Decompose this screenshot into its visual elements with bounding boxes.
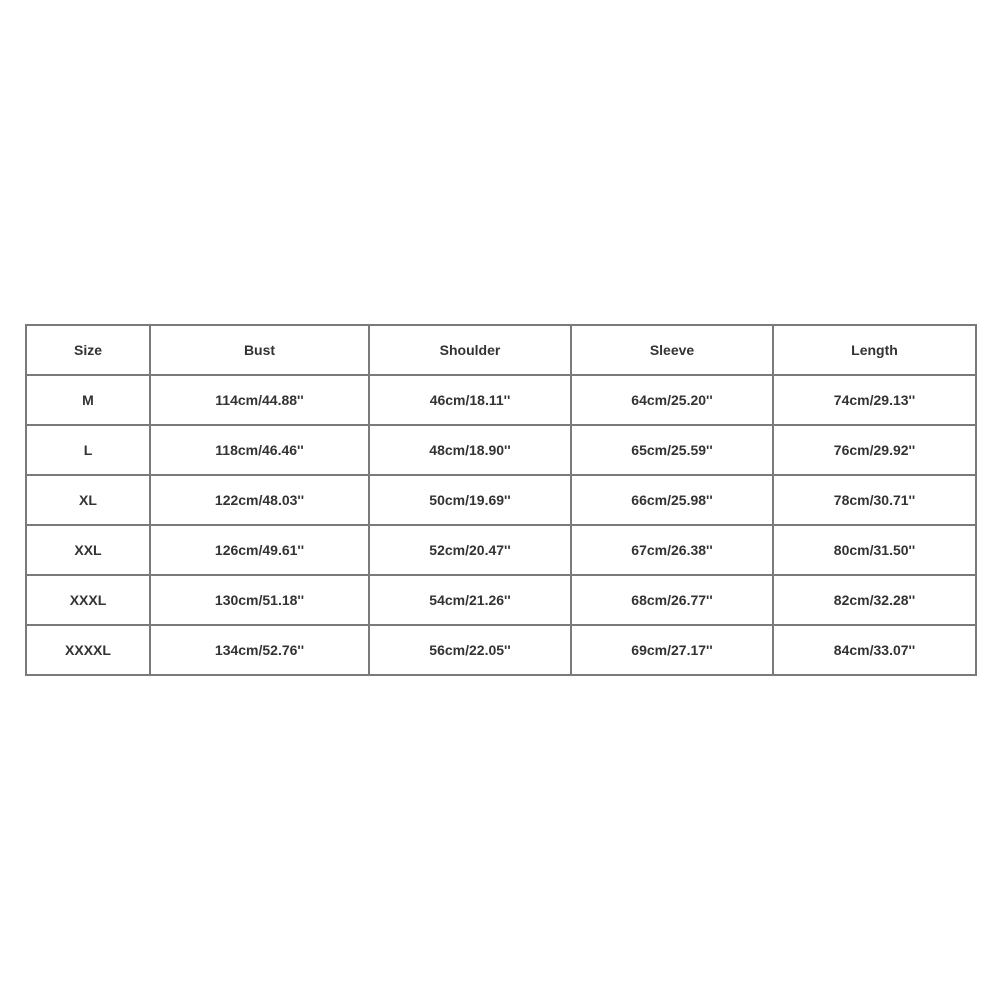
cell-bust: 118cm/46.46'': [150, 425, 369, 475]
cell-size: XXXL: [26, 575, 150, 625]
cell-shoulder: 46cm/18.11'': [369, 375, 571, 425]
table-row: [26, 625, 976, 675]
cell-bust: 130cm/51.18'': [150, 575, 369, 625]
cell-sleeve: 66cm/25.98'': [571, 475, 773, 525]
cell-sleeve: 67cm/26.38'': [571, 525, 773, 575]
cell-length: 80cm/31.50'': [773, 525, 976, 575]
header-length: Length: [773, 325, 976, 375]
cell-length: 78cm/30.71'': [773, 475, 976, 525]
cell-sleeve: 64cm/25.20'': [571, 375, 773, 425]
cell-size: XXXXL: [26, 625, 150, 675]
size-chart-table: [25, 324, 977, 676]
table-row: [26, 575, 976, 625]
header-size: Size: [26, 325, 150, 375]
cell-sleeve: 69cm/27.17'': [571, 625, 773, 675]
cell-bust: 114cm/44.88'': [150, 375, 369, 425]
header-shoulder: Shoulder: [369, 325, 571, 375]
cell-length: 84cm/33.07'': [773, 625, 976, 675]
cell-shoulder: 52cm/20.47'': [369, 525, 571, 575]
table-header-row: [26, 325, 976, 375]
cell-bust: 134cm/52.76'': [150, 625, 369, 675]
cell-sleeve: 65cm/25.59'': [571, 425, 773, 475]
cell-size: XL: [26, 475, 150, 525]
cell-size: M: [26, 375, 150, 425]
cell-bust: 122cm/48.03'': [150, 475, 369, 525]
cell-shoulder: 48cm/18.90'': [369, 425, 571, 475]
cell-shoulder: 56cm/22.05'': [369, 625, 571, 675]
cell-size: L: [26, 425, 150, 475]
cell-length: 76cm/29.92'': [773, 425, 976, 475]
table-row: [26, 475, 976, 525]
cell-length: 74cm/29.13'': [773, 375, 976, 425]
cell-bust: 126cm/49.61'': [150, 525, 369, 575]
cell-shoulder: 50cm/19.69'': [369, 475, 571, 525]
cell-sleeve: 68cm/26.77'': [571, 575, 773, 625]
table-row: [26, 425, 976, 475]
table-row: [26, 525, 976, 575]
cell-size: XXL: [26, 525, 150, 575]
header-bust: Bust: [150, 325, 369, 375]
cell-shoulder: 54cm/21.26'': [369, 575, 571, 625]
cell-length: 82cm/32.28'': [773, 575, 976, 625]
header-sleeve: Sleeve: [571, 325, 773, 375]
table-row: [26, 375, 976, 425]
